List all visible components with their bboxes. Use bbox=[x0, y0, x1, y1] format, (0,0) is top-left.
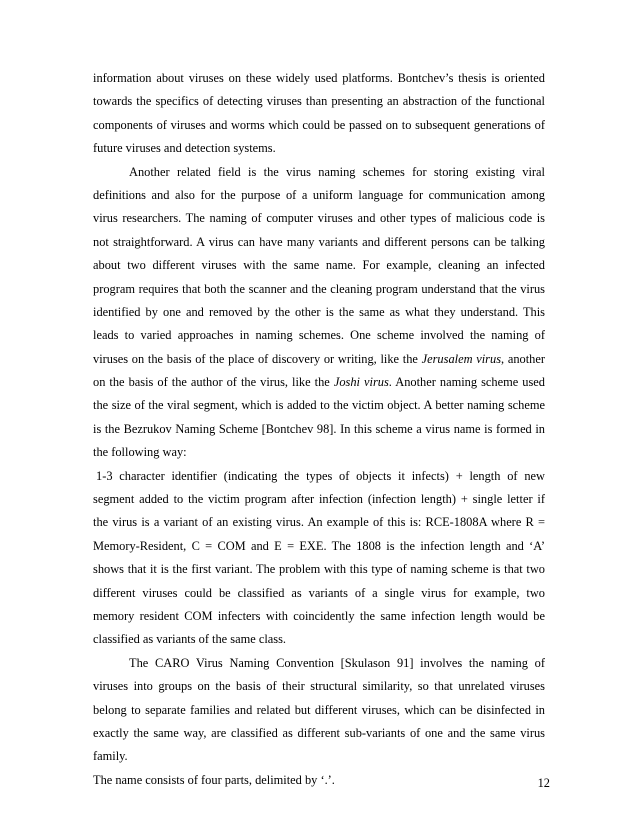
body-text bbox=[93, 67, 545, 792]
text-line: different viruses could be classified as variants of a single virus for example, two bbox=[93, 585, 545, 600]
text-line: definitions and also for the purpose of a uniform language for communication among bbox=[93, 187, 545, 202]
paragraph-first-line: Another related field is the virus naming schemes for storing existing viral bbox=[129, 164, 545, 179]
text-line: Memory-Resident, C = COM and E = EXE. The 1808 is the infection length and ‘A’ bbox=[93, 538, 545, 553]
text-line: not straightforward. A virus can have many variants and different persons can be talking bbox=[93, 234, 545, 249]
italic-term: Joshi virus bbox=[333, 375, 389, 390]
text-line: about two different viruses with the same name. For example, cleaning an infected bbox=[93, 258, 545, 273]
text-line: 1-3 character identifier (indicating the types of objects it infects) + length of new bbox=[96, 468, 545, 483]
text-line: viruses into groups on the basis of their structural similarity, so that unrelated viruses bbox=[93, 679, 545, 694]
text-line: the following way: bbox=[93, 445, 187, 460]
text-line: classified as variants of the same class. bbox=[93, 632, 287, 647]
text-line: towards the specifics of detecting viruses than presenting an abstraction of the functional bbox=[93, 94, 545, 109]
text-line: components of viruses and worms which could be passed on to subsequent generations of bbox=[93, 117, 545, 132]
text-line-with-italic bbox=[93, 348, 545, 371]
page-number: 12 bbox=[537, 776, 550, 790]
text-line: identified by one and removed by the other is the same as what they understand. This bbox=[93, 304, 545, 319]
text-line: leads to varied approaches in naming schemes. One scheme involved the naming of bbox=[93, 328, 545, 343]
text-line: virus researchers. The naming of computer viruses and other types of malicious code is bbox=[93, 211, 545, 226]
text-line: segment added to the victim program after infection (infection length) + single letter if bbox=[93, 492, 545, 507]
text-line: the size of the viral segment, which is added to the victim object. A better naming scheme bbox=[93, 398, 545, 413]
text-segment: . Another naming scheme used bbox=[388, 375, 545, 390]
text-line: future viruses and detection systems. bbox=[93, 141, 276, 156]
text-line: memory resident COM infecters with coincidently the same infection length would be bbox=[93, 608, 545, 623]
text-segment: on the basis of the author of the virus, like the bbox=[93, 375, 334, 390]
text-line: the virus is a variant of an existing virus. An example of this is: RCE-1808A where R = bbox=[93, 515, 545, 530]
text-line-with-italic bbox=[93, 371, 545, 394]
text-segment: , another bbox=[501, 351, 545, 366]
text-line: information about viruses on these widely used platforms. Bontchev’s thesis is oriented bbox=[93, 71, 545, 85]
text-line: shows that it is the first variant. The problem with this type of naming scheme is that two bbox=[93, 562, 545, 577]
text-segment: viruses on the basis of the place of discovery or writing, like the bbox=[93, 351, 422, 366]
text-line: is the Bezrukov Naming Scheme [Bontchev 98]. In this scheme a virus name is formed in bbox=[93, 421, 545, 436]
text-line: family. bbox=[93, 749, 128, 764]
text-line: program requires that both the scanner and the cleaning program understand that the virus bbox=[93, 281, 545, 296]
paragraph-first-line: The CARO Virus Naming Convention [Skulason 91] involves the naming of bbox=[129, 655, 545, 670]
text-line: exactly the same way, are classified as different sub-variants of one and the same virus bbox=[93, 725, 545, 740]
text-line: The name consists of four parts, delimited by ‘.’. bbox=[93, 772, 335, 787]
italic-term: Jerusalem virus bbox=[421, 351, 502, 366]
text-line: belong to separate families and related but different viruses, which can be disinfected in bbox=[93, 702, 545, 717]
